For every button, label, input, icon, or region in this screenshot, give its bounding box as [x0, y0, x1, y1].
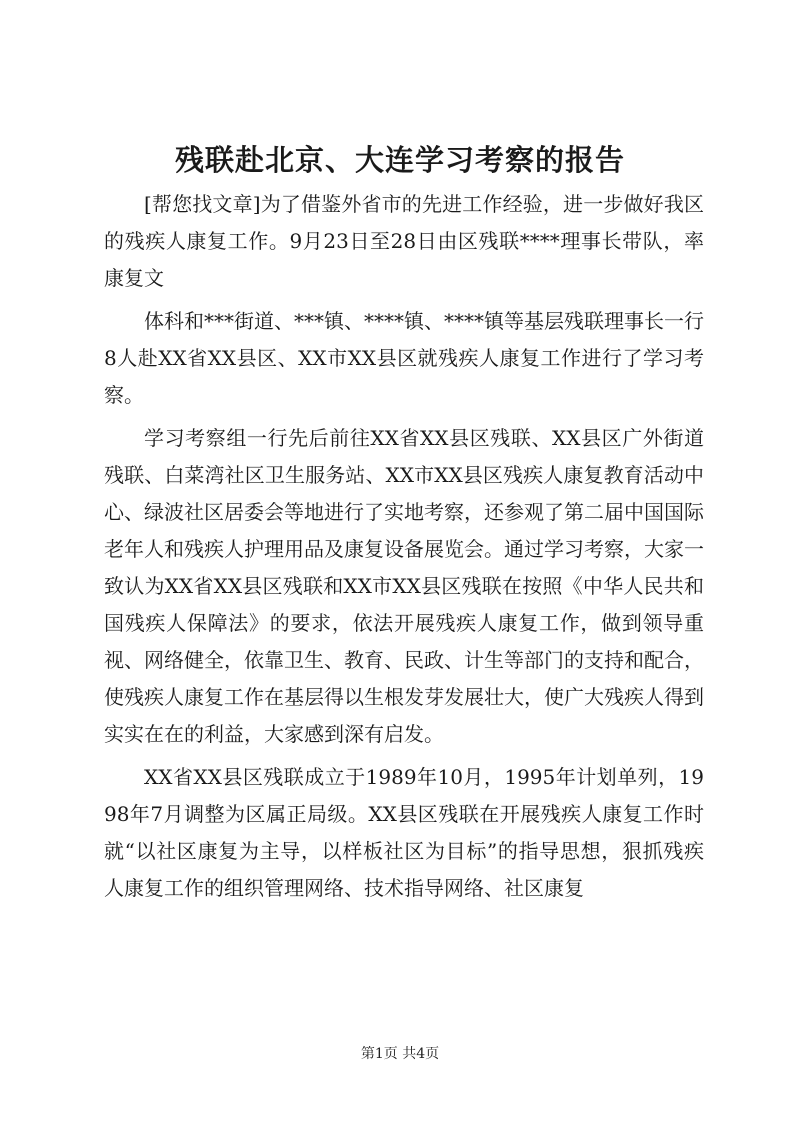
paragraph-3: 学习考察组一行先后前往XX省XX县区残联、XX县区广外街道残联、白菜湾社区卫生服务站、XX市XX县区残疾人康复教育活动中心、绿波社区居委会等地进行了实地考察，还参观了第二届中国国际老年人和残疾人护理用品及康复设备展览会。通过学习考察，大家一致认为XX省XX县区残联和XX市XX县区残联在按照《中华人民共和国残疾人保障法》的要求，依法开展残疾人康复工作，做到领导重视、网络健全，依靠卫生、教育、民政、计生等部门的支持和配合，使残疾人康复工作在基层得以生根发芽发展壮大，使广大残疾人得到实实在在的利益，大家感到深有启发。 — [104, 426, 704, 746]
paragraph-1: [帮您找文章]为了借鉴外省市的先进工作经验，进一步做好我区的残疾人康复工作。9月23日至28日由区残联****理事长带队，率康复文 — [104, 192, 704, 290]
document-body — [104, 186, 704, 913]
paragraph-2: 体科和***街道、***镇、****镇、****镇等基层残联理事长一行8人赴XX省XX县区、XX市XX县区就残疾人康复工作进行了学习考察。 — [104, 309, 704, 407]
page-number-footer: 第1页 共4页 — [360, 1046, 440, 1062]
paragraph-4: XX省XX县区残联成立于1989年10月，1995年计划单列，1998年7月调整为区属正局级。XX县区残联在开展残疾人康复工作时就“以社区康复为主导，以样板社区为目标”的指导思想，狠抓残疾人康复工作的组织管理网络、技术指导网络、社区康复 — [104, 765, 704, 900]
document-title: 残联赴北京、大连学习考察的报告 — [174, 143, 625, 177]
